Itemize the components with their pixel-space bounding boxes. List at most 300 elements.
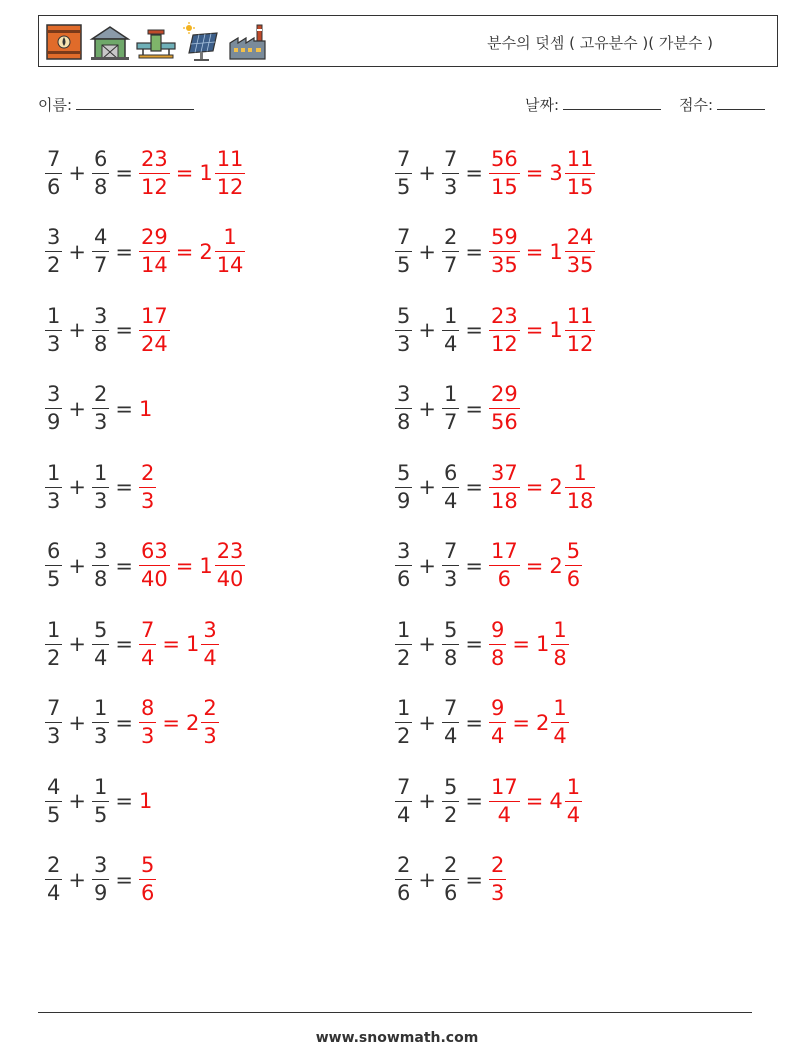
fraction-a: [395, 855, 412, 904]
fraction-a: [395, 303, 412, 356]
fraction-a-denominator: 3: [47, 724, 61, 748]
fraction-a-denominator: 5: [397, 253, 411, 277]
fraction-a: [45, 460, 62, 513]
answer-equals-sign: =: [175, 239, 194, 264]
fraction-a: [45, 855, 62, 904]
mixed-whole: 2: [199, 239, 213, 264]
fraction-b: [442, 698, 459, 747]
answer-fraction-numerator: 17: [140, 303, 168, 328]
answer-equals-sign: =: [175, 553, 194, 578]
answer-fraction: [489, 384, 520, 433]
fraction-a: [45, 227, 62, 276]
fraction-a-numerator: 7: [47, 146, 61, 171]
equals-sign: =: [465, 239, 483, 264]
plus-sign: +: [68, 710, 86, 735]
answer-fraction-numerator: 9: [490, 617, 505, 642]
fraction-a-numerator: 2: [47, 853, 61, 877]
answer-whole: 1: [138, 396, 153, 421]
solar-panel-icon: [181, 21, 223, 63]
name-line[interactable]: [76, 95, 194, 110]
mixed-whole: 1: [199, 553, 213, 578]
fraction-a-numerator: 7: [47, 696, 61, 720]
answer-fraction-denominator: 18: [490, 488, 518, 513]
plus-sign: +: [68, 475, 86, 499]
problem-row: [395, 614, 569, 674]
equals-sign: =: [465, 789, 483, 813]
mixed-fraction: [215, 146, 246, 199]
answer-fraction: [489, 227, 520, 276]
mixed-fraction-denominator: 12: [566, 331, 594, 356]
answer-fraction: [489, 541, 520, 590]
score-field: [679, 94, 765, 115]
problem-row: [395, 222, 595, 282]
answer-equals-sign: =: [525, 239, 544, 264]
problem-row: [395, 457, 595, 517]
fraction-b-denominator: 4: [93, 645, 108, 670]
answer-equals-sign: =: [525, 553, 544, 578]
problem-row: [45, 300, 170, 360]
fraction-a: [45, 146, 62, 199]
answer-fraction: [139, 303, 170, 356]
fraction-b-numerator: 3: [93, 539, 108, 563]
answer-equals-sign: =: [525, 475, 544, 499]
answer-fraction: [139, 698, 156, 747]
fraction-b: [442, 384, 459, 433]
answer-fraction-numerator: 17: [490, 539, 518, 563]
header-icons: [43, 21, 269, 63]
fraction-b-denominator: 4: [443, 488, 458, 513]
fraction-b-denominator: 7: [93, 253, 108, 277]
fraction-a-numerator: 7: [397, 774, 411, 799]
mixed-fraction: [565, 227, 596, 276]
fraction-a-denominator: 3: [47, 331, 61, 356]
mixed-whole: 1: [185, 632, 200, 656]
mixed-fraction-numerator: 1: [553, 617, 567, 642]
mixed-fraction-denominator: 12: [216, 174, 244, 199]
fraction-b-denominator: 6: [443, 881, 458, 905]
fraction-b: [442, 146, 459, 199]
plus-sign: +: [418, 161, 436, 185]
answer-equals-sign: =: [512, 710, 530, 735]
fraction-b-numerator: 1: [93, 696, 108, 720]
fraction-b-denominator: 7: [443, 410, 458, 434]
mixed-fraction-numerator: 11: [216, 146, 244, 171]
equals-sign: =: [465, 867, 483, 892]
score-label: 점수:: [679, 96, 714, 114]
answer-fraction: [489, 303, 520, 356]
equals-sign: =: [465, 553, 483, 578]
problem-row: [395, 536, 582, 596]
fraction-b-denominator: 3: [443, 567, 458, 591]
mixed-whole: 3: [549, 161, 563, 185]
oil-barrel-icon: [43, 21, 85, 63]
answer-fraction: [489, 855, 506, 904]
equals-sign: =: [115, 710, 133, 735]
fraction-a-numerator: 4: [47, 774, 61, 799]
answer-equals-sign: =: [175, 161, 194, 185]
answer-fraction-numerator: 59: [490, 225, 518, 249]
mixed-fraction-denominator: 3: [203, 724, 217, 748]
fraction-a-numerator: 3: [397, 382, 411, 406]
fraction-b-numerator: 2: [443, 225, 458, 249]
fraction-b: [442, 617, 459, 670]
mixed-whole: 1: [549, 239, 563, 264]
mixed-fraction-numerator: 11: [566, 146, 594, 171]
fraction-b-denominator: 9: [93, 881, 108, 905]
fraction-b: [92, 384, 109, 433]
plus-sign: +: [418, 318, 436, 342]
fraction-b-denominator: 5: [93, 802, 108, 827]
fraction-a-numerator: 1: [47, 460, 61, 485]
fraction-a-denominator: 8: [397, 410, 411, 434]
answer-equals-sign: =: [525, 318, 544, 342]
mixed-whole: 1: [535, 632, 550, 656]
plus-sign: +: [68, 239, 86, 264]
mixed-fraction: [215, 227, 246, 276]
fraction-a-numerator: 1: [47, 303, 61, 328]
answer-fraction: [139, 460, 156, 513]
fraction-b: [92, 541, 109, 590]
fraction-b-numerator: 5: [93, 617, 108, 642]
plus-sign: +: [68, 789, 86, 813]
problem-row: [395, 850, 506, 910]
fraction-b-denominator: 3: [93, 410, 108, 434]
mixed-fraction: [565, 146, 596, 199]
plus-sign: +: [418, 789, 436, 813]
plus-sign: +: [418, 475, 436, 499]
answer-fraction-numerator: 2: [140, 460, 155, 485]
fraction-b: [92, 460, 109, 513]
answer-equals-sign: =: [512, 632, 530, 656]
fraction-a-numerator: 1: [47, 617, 61, 642]
answer-fraction: [489, 698, 506, 747]
pipeline-valve-icon: [135, 21, 177, 63]
fraction-a-numerator: 5: [397, 460, 411, 485]
mixed-fraction: [565, 541, 582, 590]
fraction-a-denominator: 3: [47, 488, 61, 513]
mixed-fraction-numerator: 11: [566, 303, 594, 328]
fraction-a: [395, 541, 412, 590]
fraction-b-denominator: 8: [443, 645, 458, 670]
answer-fraction-denominator: 12: [490, 331, 518, 356]
answer-fraction-numerator: 5: [140, 853, 155, 877]
answer-fraction-numerator: 23: [490, 303, 518, 328]
answer-fraction-numerator: 7: [140, 617, 155, 642]
mixed-whole: 1: [549, 318, 563, 342]
answer-fraction-denominator: 3: [140, 724, 155, 748]
mixed-whole: 1: [199, 161, 213, 185]
fraction-b: [92, 855, 109, 904]
plus-sign: +: [68, 161, 86, 185]
problem-row: [395, 300, 595, 360]
fraction-b-denominator: 4: [443, 331, 458, 356]
mixed-fraction-denominator: 14: [216, 253, 244, 277]
mixed-whole: 4: [549, 789, 563, 813]
fraction-b-denominator: 3: [93, 724, 108, 748]
problem-row: [395, 143, 595, 203]
fraction-a-denominator: 9: [47, 410, 61, 434]
plus-sign: +: [418, 396, 436, 421]
problem-row: [45, 693, 219, 753]
plus-sign: +: [68, 396, 86, 421]
fraction-b: [442, 774, 459, 827]
equals-sign: =: [465, 396, 483, 421]
mixed-whole: 2: [549, 553, 563, 578]
worksheet-header: [38, 15, 778, 67]
mixed-fraction-denominator: 8: [553, 645, 567, 670]
equals-sign: =: [465, 161, 483, 185]
mixed-fraction-numerator: 23: [216, 539, 244, 563]
fraction-a-numerator: 6: [47, 539, 61, 563]
fraction-a-numerator: 7: [397, 225, 411, 249]
fraction-b-denominator: 8: [93, 174, 108, 199]
fraction-a-denominator: 5: [47, 567, 61, 591]
mixed-whole: 2: [185, 710, 200, 735]
mixed-fraction: [551, 617, 568, 670]
plus-sign: +: [68, 553, 86, 578]
answer-whole: 1: [138, 789, 153, 813]
answer-fraction-denominator: 3: [140, 488, 155, 513]
fraction-b-numerator: 5: [443, 617, 458, 642]
answer-equals-sign: =: [162, 710, 180, 735]
fraction-a-denominator: 6: [47, 174, 61, 199]
problem-row: [45, 771, 152, 831]
date-field: [525, 94, 661, 115]
answer-fraction: [139, 227, 170, 276]
mixed-fraction: [565, 460, 596, 513]
fraction-a-numerator: 1: [397, 696, 411, 720]
answer-fraction-numerator: 23: [140, 146, 168, 171]
fraction-a-denominator: 2: [397, 645, 411, 670]
problem-row: [395, 771, 582, 831]
fraction-a-denominator: 4: [47, 881, 61, 905]
fraction-b-numerator: 3: [93, 303, 108, 328]
answer-fraction-numerator: 17: [490, 774, 518, 799]
answer-fraction: [489, 774, 520, 827]
fraction-b-numerator: 5: [443, 774, 458, 799]
fraction-a: [45, 541, 62, 590]
fraction-b-numerator: 1: [443, 303, 458, 328]
equals-sign: =: [115, 632, 133, 656]
fraction-b-numerator: 1: [93, 774, 108, 799]
fraction-a: [45, 774, 62, 827]
fraction-b-denominator: 2: [443, 802, 458, 827]
mixed-fraction-numerator: 1: [223, 225, 237, 249]
fraction-a-denominator: 5: [397, 174, 411, 199]
score-line[interactable]: [717, 95, 765, 110]
fraction-b-denominator: 8: [93, 331, 108, 356]
answer-fraction-numerator: 29: [490, 382, 518, 406]
mixed-fraction-numerator: 2: [203, 696, 217, 720]
answer-fraction-numerator: 8: [140, 696, 155, 720]
answer-fraction-denominator: 56: [490, 410, 518, 434]
answer-fraction-denominator: 24: [140, 331, 168, 356]
fraction-a-numerator: 5: [397, 303, 411, 328]
plus-sign: +: [68, 632, 86, 656]
mixed-fraction: [201, 617, 218, 670]
fraction-b: [442, 303, 459, 356]
fraction-b: [442, 227, 459, 276]
fraction-b-denominator: 3: [93, 488, 108, 513]
equals-sign: =: [115, 318, 133, 342]
equals-sign: =: [115, 789, 133, 813]
fraction-b-numerator: 2: [93, 382, 108, 406]
fraction-b: [442, 541, 459, 590]
fraction-a: [45, 303, 62, 356]
answer-fraction: [489, 146, 520, 199]
answer-fraction-denominator: 3: [490, 881, 505, 905]
answer-fraction-numerator: 56: [490, 146, 518, 171]
plus-sign: +: [418, 710, 436, 735]
answer-fraction: [139, 617, 156, 670]
fraction-a-numerator: 1: [397, 617, 411, 642]
fraction-b: [442, 460, 459, 513]
name-label: 이름:: [38, 96, 73, 114]
fraction-a: [45, 617, 62, 670]
mixed-fraction-denominator: 4: [203, 645, 217, 670]
fraction-b-denominator: 8: [93, 567, 108, 591]
fraction-a: [395, 774, 412, 827]
fraction-b-numerator: 2: [443, 853, 458, 877]
equals-sign: =: [115, 161, 133, 185]
fraction-a: [395, 227, 412, 276]
fraction-b: [92, 617, 109, 670]
mixed-fraction: [215, 541, 246, 590]
fraction-a-denominator: 9: [397, 488, 411, 513]
factory-icon: [227, 21, 269, 63]
answer-fraction-denominator: 6: [489, 565, 520, 590]
mixed-fraction-denominator: 35: [566, 253, 594, 277]
mixed-fraction: [565, 303, 596, 356]
equals-sign: =: [465, 475, 483, 499]
fraction-a-denominator: 3: [397, 331, 411, 356]
equals-sign: =: [115, 553, 133, 578]
equals-sign: =: [115, 475, 133, 499]
problem-row: [45, 457, 156, 517]
answer-equals-sign: =: [162, 632, 180, 656]
answer-fraction-denominator: 4: [140, 645, 155, 670]
answer-fraction-numerator: 9: [490, 696, 505, 720]
answer-fraction: [139, 146, 170, 199]
fraction-b: [92, 227, 109, 276]
mixed-fraction-numerator: 3: [203, 617, 217, 642]
fraction-a-numerator: 2: [397, 853, 411, 877]
fraction-b: [92, 698, 109, 747]
mixed-whole: 2: [535, 710, 550, 735]
equals-sign: =: [465, 710, 483, 735]
mixed-fraction: [551, 698, 568, 747]
mixed-fraction-numerator: 1: [566, 774, 581, 799]
answer-fraction-denominator: 4: [490, 724, 505, 748]
problem-row: [45, 222, 245, 282]
problem-row: [45, 379, 152, 439]
fraction-b: [92, 303, 109, 356]
problem-row: [395, 693, 569, 753]
mixed-fraction-numerator: 24: [566, 225, 594, 249]
fraction-a-denominator: 6: [397, 881, 411, 905]
fraction-a-denominator: 2: [47, 645, 61, 670]
equals-sign: =: [115, 396, 133, 421]
fraction-a-denominator: 6: [397, 567, 411, 591]
answer-fraction: [489, 460, 520, 513]
fraction-a-denominator: 5: [47, 802, 61, 827]
fraction-b-numerator: 7: [443, 539, 458, 563]
plus-sign: +: [418, 553, 436, 578]
fraction-a: [395, 617, 412, 670]
answer-fraction-denominator: 35: [490, 253, 518, 277]
plus-sign: +: [418, 632, 436, 656]
fraction-a: [45, 698, 62, 747]
mixed-fraction-denominator: 4: [566, 802, 581, 827]
equals-sign: =: [115, 239, 133, 264]
fraction-a-numerator: 7: [397, 146, 411, 171]
fraction-b-numerator: 7: [443, 696, 458, 720]
fraction-b-numerator: 1: [93, 460, 108, 485]
equals-sign: =: [115, 867, 133, 892]
plus-sign: +: [418, 867, 436, 892]
answer-equals-sign: =: [525, 161, 544, 185]
footer-url: www.snowmath.com: [315, 1030, 479, 1046]
mixed-fraction-denominator: 15: [566, 174, 594, 199]
mixed-fraction-denominator: 40: [216, 567, 244, 591]
fraction-b-numerator: 7: [443, 146, 458, 171]
mixed-fraction: [565, 774, 582, 827]
problem-row: [395, 379, 520, 439]
problem-row: [45, 850, 156, 910]
plus-sign: +: [418, 239, 436, 264]
answer-fraction-denominator: 14: [140, 253, 168, 277]
problem-row: [45, 536, 245, 596]
fraction-b-denominator: 3: [443, 174, 458, 199]
warehouse-icon: [89, 21, 131, 63]
fraction-b-numerator: 4: [93, 225, 108, 249]
answer-fraction: [489, 617, 506, 670]
answer-fraction-denominator: 40: [140, 567, 168, 591]
answer-fraction-numerator: 63: [140, 539, 168, 563]
fraction-b-numerator: 6: [93, 146, 108, 171]
fraction-a-denominator: 4: [397, 802, 411, 827]
mixed-fraction-numerator: 1: [573, 460, 587, 485]
problem-row: [45, 143, 245, 203]
fraction-a-denominator: 2: [47, 253, 61, 277]
answer-fraction-denominator: 12: [140, 174, 168, 199]
fraction-a: [395, 460, 412, 513]
fraction-a-numerator: 3: [47, 225, 61, 249]
mixed-fraction-denominator: 18: [566, 488, 594, 513]
footer-divider: [38, 1012, 752, 1013]
mixed-fraction-numerator: 5: [566, 539, 581, 563]
answer-fraction-numerator: 29: [140, 225, 168, 249]
worksheet-title: 분수의 덧셈 ( 고유분수 )( 가분수 ): [487, 34, 713, 52]
fraction-b-denominator: 4: [443, 724, 458, 748]
fraction-b-denominator: 7: [443, 253, 458, 277]
fraction-b-numerator: 1: [443, 382, 458, 406]
equals-sign: =: [465, 318, 483, 342]
fraction-a: [395, 384, 412, 433]
answer-fraction: [139, 541, 170, 590]
mixed-fraction-numerator: 1: [553, 696, 567, 720]
fraction-a: [395, 146, 412, 199]
answer-fraction-denominator: 8: [490, 645, 505, 670]
plus-sign: +: [68, 867, 86, 892]
answer-fraction: [139, 855, 156, 904]
date-line[interactable]: [563, 95, 661, 110]
fraction-a: [395, 698, 412, 747]
mixed-fraction-denominator: 6: [566, 567, 581, 591]
fraction-a-numerator: 3: [47, 382, 61, 406]
answer-fraction-denominator: 15: [490, 174, 518, 199]
equals-sign: =: [465, 632, 483, 656]
